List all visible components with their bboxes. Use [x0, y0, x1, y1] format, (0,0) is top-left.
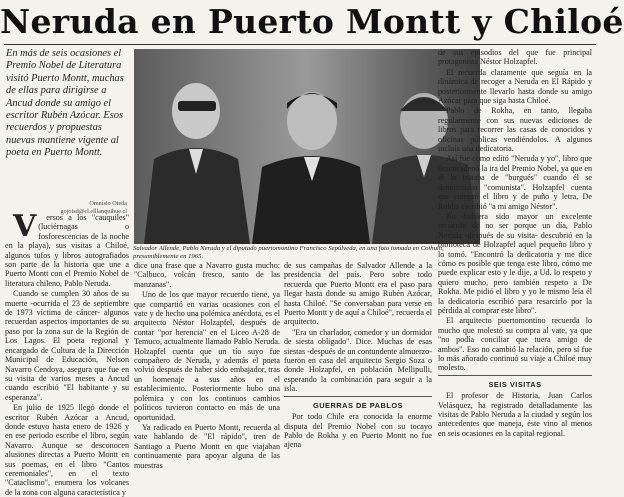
paragraph: Así fue como editó "Neruda y yo", libro que desencadenó la ira del Premio Nobel, ya que en él lo trataba de "burgués" cuando él se denominaba "comunista". Holzapfel cuenta que compró el libro y de puño y letra, De Rokha escribió "a mi amigo Néstor".	[438, 154, 592, 211]
paragraph: El arquitecto puertomontino recuerda lo mucho que molestó su compra al vate, ya que "no podía conciliar que tuera amigo de ambos". Eso no cambió la relación, pero sí fue lo más añorado continuó su viaje a Chiloé muy molesto.	[438, 316, 592, 373]
photo-caption: Salvador Allende, Pablo Neruda y el diputado puertomontino Francisco Sepúlveda, en una foto tomada en Coihuín, presumiblemente en 1965.	[133, 245, 444, 260]
intro-text: En más de seis ocasiones el Premio Nobel de Literatura visitó Puerto Montt, muchas de ellas para dirigirse a Ancud donde su amigo el escritor Rubén Azócar. Esos recuerdos y propuestas nuevas mantiene vigente al poeta en Puerto Montt.	[6, 48, 124, 159]
paragraph: "Era un charlador, comedor y un dormidor de siesta obligado". Dice. Muchas de esas siestas -después de un contundente almuerzo- fueron en casa del arquitecto Sergio Soza o donde Holzapfel, en población Mellipulli, esperando la combinación para seguir a la isla.	[284, 327, 432, 394]
column-middle-2	[284, 261, 432, 450]
news-photo	[134, 49, 480, 244]
divider	[438, 375, 592, 376]
lead-text: ersos a los "cauquiles" (luciérnagas o fosforescencias de la noche en la playa), sus visitas a Chiloé, algunos tufos y libros autografiados son parte de la historia que une a Puerto Montt con el Premio Nobel de literatura chileno, Pablo Neruda.	[5, 213, 129, 288]
divider	[284, 396, 432, 397]
paragraph: El recuerda claramente que seguía en la dinámica de recoger a Neruda en El Rápido y posteriormente llevarlo hasta donde su amigo Azócar para que siga hasta Chiloé.	[438, 67, 592, 106]
paragraph: En julio de 1925 llegó donde el escritor Rubén Azócar a Ancud, donde estuvo hasta enero de 1926 y en ese periodo escribe el libro, según Navarro. Aunque se desconocen alusiones directas a Puerto Montt en sus poemas, en el libro "Cantos ceremoniales", en el texto "Cataclismo", enumera los volcanes de la zona con alguna característica y	[5, 403, 129, 497]
paragraph: Ya radicado en Puerto Montt, recuerda al vate hablando de "El rápido", tren de Santiago a Puerto Montt en que viajaban continuamente para apoyar alguna de las muestras	[134, 422, 280, 470]
headline-rule	[4, 44, 596, 45]
paragraph: de sus campañas de Salvador Allende a la presidencia del país. Pero sobre todo recuerda que Puerto Montt era el paso para llegar hasta donde su amigo Rubén Azócar, hasta Chiloé. "Se conversaban para verse en Puerto Montt y de aquí a Chiloé", recuerda el arquitecto.	[284, 261, 432, 327]
paragraph: Pablo de Rokha, en tanto, llegaba regularmente con sus nuevas ediciones de libros para recorrer las casas de conocidos y oficinas públicas vendiéndolos. A algunos incluía una dedicatoria.	[438, 106, 592, 154]
photo-illustration	[134, 49, 480, 244]
paragraph: No hubiera sido mayor un excelente recuerdo de no ser porque un día, Pablo Neruda -después de su visita- descubrió en la biblioteca de Holzapfel aquel pequeño libro y lo tomó. "Encontró la dedicatoria y me dice cómo es posible que tenga este libro, cómo me puede explicar esto y le dije, a Ud. lo respeto y quiero mucho, pero también respeto a De Rokha. Me pidió el libro y yo le mismo leía él la dedicatoria escribió para resarcirlo por la pérdida al comprar este libro".	[438, 211, 592, 315]
byline-email: gojoisd@cl.elllanquihue.cl	[60, 207, 127, 215]
drop-cap: V	[13, 209, 37, 244]
subhead-guerras: GUERRAS DE PABLOS	[312, 400, 404, 410]
paragraph: dice una frase que a Navarro gusta mucho: "Calbuco, volcán fresco, santo de las manzanas".	[134, 261, 280, 289]
column-right	[438, 48, 592, 442]
paragraph: de sus episodios del que fue principal protagonista Néstor Holzapfel.	[438, 48, 592, 67]
column-middle-1	[134, 261, 280, 470]
subhead-seis-visitas: SEIS VISITAS	[488, 379, 542, 389]
headline: Neruda en Puerto Montt y Chiloé	[0, 2, 624, 41]
paragraph: El profesor de Historia, Juan Carlos Velásquez, ha registrado detalladamente las visitas de Pablo Neruda a la ciudad y según los antecedentes que maneja, éste vino al menos en seis ocasiones en la capital regional.	[438, 391, 592, 438]
paragraph: Uno de los que mayor recuerdo tiene, ya que compartió en varias ocasiones con el vate y de hecho una polémica anécdota, es el arquitecto Néstor Holzapfel, después de contar "por herencia" en el Liceo A-28 de Temuco, actualmente llamado Pablo Neruda. Holzapfel cuenta que un tío suyo fue compañero de Neruda, y además el poeta volvió después de haber sido embajador, tras un homenaje a sus años en el establecimiento. Posteriormente hubo una polémica y con los continuos cambios políticos tuvieron contacto en más de una oportunidad.	[134, 290, 280, 422]
paragraph: Por todo Chile era conocida la enorme disputa del Premio Nobel con su tocayo Pablo de Rokha y en Puerto Montt no fue ajena	[284, 412, 432, 450]
byline-author: Omnísio Oteda	[89, 200, 127, 207]
paragraph: Cuando se cumplen 30 años de su muerte -ocurrida el 23 de septiembre de 1973 víctima de cáncer- algunos recuerdan aspectos importantes de su paso por la zona sur de la Región de Los Lagos. El poeta regional y encargado de Cultura de la Dirección Municipal de Educación, Nelson Navarro Cendoya, asegura que fue en su visita de varios meses a Ancud cuando escribió "El habitante y su esperanza".	[5, 289, 129, 402]
